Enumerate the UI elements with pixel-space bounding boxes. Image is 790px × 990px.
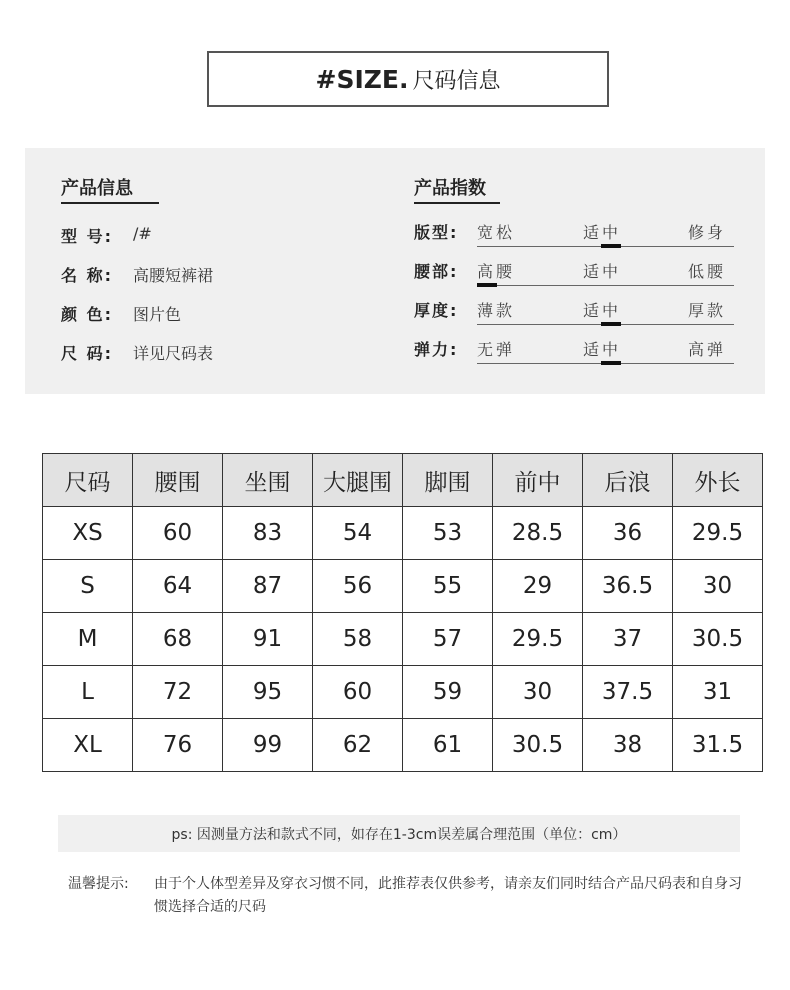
index-option: 无弹 bbox=[477, 340, 516, 359]
table-cell: 95 bbox=[223, 666, 313, 719]
index-option: 薄款 bbox=[477, 301, 516, 320]
table-cell: 60 bbox=[133, 507, 223, 560]
index-selected-marker bbox=[477, 283, 497, 287]
table-cell: 37 bbox=[583, 613, 673, 666]
info-value: 详见尺码表 bbox=[133, 344, 214, 363]
table-cell: 29 bbox=[493, 560, 583, 613]
index-option: 低腰 bbox=[688, 262, 727, 281]
table-cell: M bbox=[43, 613, 133, 666]
table-cell: 31.5 bbox=[673, 719, 763, 772]
size-table bbox=[42, 453, 763, 772]
title-box bbox=[207, 51, 609, 107]
tip-text: 由于个人体型差异及穿衣习惯不同，此推荐表仅供参考，请亲友们同时结合产品尺码表和自身习惯选择合适的尺码 bbox=[154, 876, 742, 915]
index-option: 宽松 bbox=[477, 223, 516, 242]
index-row bbox=[414, 337, 734, 367]
table-cell: 30.5 bbox=[673, 613, 763, 666]
table-cell: 62 bbox=[313, 719, 403, 772]
table-cell: 58 bbox=[313, 613, 403, 666]
index-label: 厚度: bbox=[414, 301, 459, 320]
table-row bbox=[43, 719, 763, 772]
info-label: 颜 色: bbox=[61, 305, 113, 324]
table-cell: XL bbox=[43, 719, 133, 772]
index-row bbox=[414, 298, 734, 328]
index-track bbox=[477, 285, 734, 286]
size-table-header bbox=[43, 454, 763, 507]
table-cell: 61 bbox=[403, 719, 493, 772]
table-cell: 28.5 bbox=[493, 507, 583, 560]
table-cell: 31 bbox=[673, 666, 763, 719]
index-row bbox=[414, 220, 734, 250]
measurement-note bbox=[58, 815, 740, 852]
note-text: ps: 因测量方法和款式不同，如存在1-3cm误差属合理范围（单位：cm） bbox=[171, 826, 627, 843]
index-option: 适中 bbox=[583, 340, 622, 359]
index-selected-marker bbox=[601, 361, 621, 365]
table-cell: 29.5 bbox=[493, 613, 583, 666]
table-cell: 91 bbox=[223, 613, 313, 666]
table-row bbox=[43, 666, 763, 719]
index-option: 高弹 bbox=[688, 340, 727, 359]
table-cell: 36 bbox=[583, 507, 673, 560]
info-value: /# bbox=[133, 224, 152, 243]
index-label: 版型: bbox=[414, 223, 459, 242]
info-row-model bbox=[61, 224, 152, 247]
table-row bbox=[43, 507, 763, 560]
table-cell: 54 bbox=[313, 507, 403, 560]
table-cell: 72 bbox=[133, 666, 223, 719]
index-selected-marker bbox=[601, 322, 621, 326]
index-option: 修身 bbox=[688, 223, 727, 242]
table-cell: 83 bbox=[223, 507, 313, 560]
table-cell: S bbox=[43, 560, 133, 613]
column-header-hip: 坐围 bbox=[223, 454, 313, 507]
table-cell: 57 bbox=[403, 613, 493, 666]
column-header-back-rise: 后浪 bbox=[583, 454, 673, 507]
column-header-length: 外长 bbox=[673, 454, 763, 507]
tip-label: 温馨提示: bbox=[68, 876, 129, 892]
index-option: 适中 bbox=[583, 223, 622, 242]
index-option: 适中 bbox=[583, 301, 622, 320]
index-option: 厚款 bbox=[688, 301, 727, 320]
index-label: 弹力: bbox=[414, 340, 459, 359]
table-row bbox=[43, 560, 763, 613]
product-info-heading: 产品信息 bbox=[61, 178, 133, 199]
column-header-waist: 腰围 bbox=[133, 454, 223, 507]
index-selected-marker bbox=[601, 244, 621, 248]
info-row-name bbox=[61, 263, 213, 286]
column-header-size: 尺码 bbox=[43, 454, 133, 507]
table-cell: 37.5 bbox=[583, 666, 673, 719]
table-cell: 64 bbox=[133, 560, 223, 613]
table-cell: 29.5 bbox=[673, 507, 763, 560]
page-title: 尺码信息 bbox=[412, 68, 501, 94]
info-value: 图片色 bbox=[133, 305, 182, 324]
index-option: 高腰 bbox=[477, 262, 516, 281]
table-cell: 53 bbox=[403, 507, 493, 560]
info-row-size bbox=[61, 341, 213, 364]
index-option: 适中 bbox=[583, 262, 622, 281]
table-cell: XS bbox=[43, 507, 133, 560]
info-value: 高腰短裤裙 bbox=[133, 266, 214, 285]
table-cell: 30 bbox=[493, 666, 583, 719]
table-cell: 59 bbox=[403, 666, 493, 719]
index-row bbox=[414, 259, 734, 289]
table-cell: 38 bbox=[583, 719, 673, 772]
table-row bbox=[43, 613, 763, 666]
product-index-underline bbox=[414, 202, 500, 204]
title-hash: # bbox=[315, 64, 337, 94]
table-cell: 60 bbox=[313, 666, 403, 719]
table-cell: 30 bbox=[673, 560, 763, 613]
table-cell: 68 bbox=[133, 613, 223, 666]
table-cell: 36.5 bbox=[583, 560, 673, 613]
info-label: 型 号: bbox=[61, 227, 113, 246]
column-header-thigh: 大腿围 bbox=[313, 454, 403, 507]
table-cell: 99 bbox=[223, 719, 313, 772]
table-cell: L bbox=[43, 666, 133, 719]
table-cell: 30.5 bbox=[493, 719, 583, 772]
table-cell: 56 bbox=[313, 560, 403, 613]
table-cell: 76 bbox=[133, 719, 223, 772]
column-header-front-rise: 前中 bbox=[493, 454, 583, 507]
column-header-hem: 脚围 bbox=[403, 454, 493, 507]
index-label: 腰部: bbox=[414, 262, 459, 281]
title-size: SIZE. bbox=[336, 64, 409, 94]
info-label: 名 称: bbox=[61, 266, 113, 285]
product-info-underline bbox=[61, 202, 159, 204]
table-cell: 55 bbox=[403, 560, 493, 613]
product-index-heading: 产品指数 bbox=[414, 178, 486, 199]
info-label: 尺 码: bbox=[61, 344, 113, 363]
table-cell: 87 bbox=[223, 560, 313, 613]
info-panel bbox=[25, 148, 765, 394]
info-row-color bbox=[61, 302, 181, 325]
